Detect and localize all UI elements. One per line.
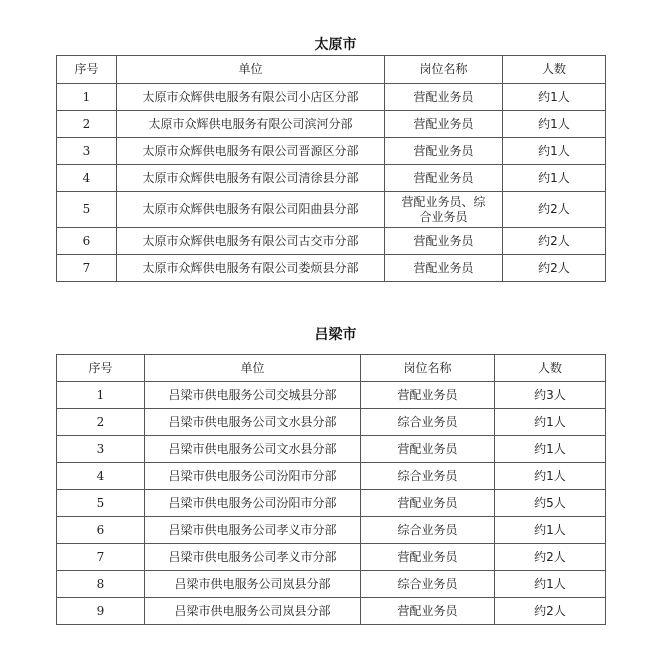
cell-unit: 吕梁市供电服务公司岚县分部 [145,598,361,625]
cell-unit: 太原市众辉供电服务有限公司阳曲县分部 [117,192,385,228]
cell-unit: 太原市众辉供电服务有限公司小店区分部 [117,84,385,111]
cell-index: 2 [57,409,145,436]
cell-headcount: 约2人 [503,255,606,282]
table-row [57,382,606,409]
cell-position: 综合业务员 [361,517,495,544]
cell-headcount: 约1人 [495,436,606,463]
cell-headcount: 约3人 [495,382,606,409]
cell-index: 7 [57,255,117,282]
cell-position: 营配业务员 [361,382,495,409]
header-headcount: 人数 [503,56,606,84]
cell-position: 综合业务员 [361,571,495,598]
table-lvliang [56,354,605,625]
table-row [57,571,606,598]
header-unit: 单位 [145,355,361,382]
cell-position: 营配业务员 [385,84,503,111]
table-row [57,544,606,571]
table-row [57,138,606,165]
cell-index: 3 [57,436,145,463]
cell-unit: 吕梁市供电服务公司交城县分部 [145,382,361,409]
staffing-table [56,55,606,282]
cell-headcount: 约1人 [503,84,606,111]
cell-index: 4 [57,463,145,490]
cell-unit: 太原市众辉供电服务有限公司滨河分部 [117,111,385,138]
cell-index: 5 [57,490,145,517]
table-row [57,409,606,436]
table-taiyuan [56,55,605,282]
cell-position: 营配业务员 [385,228,503,255]
header-unit: 单位 [117,56,385,84]
cell-index: 8 [57,571,145,598]
table-row [57,192,606,228]
cell-unit: 吕梁市供电服务公司孝义市分部 [145,544,361,571]
table-row [57,84,606,111]
cell-unit: 吕梁市供电服务公司文水县分部 [145,436,361,463]
cell-index: 5 [57,192,117,228]
cell-position: 营配业务员 [385,138,503,165]
header-headcount: 人数 [495,355,606,382]
cell-headcount: 约2人 [503,192,606,228]
header-position: 岗位名称 [385,56,503,84]
table-row [57,463,606,490]
cell-index: 7 [57,544,145,571]
cell-unit: 吕梁市供电服务公司文水县分部 [145,409,361,436]
cell-position: 营配业务员 [361,436,495,463]
cell-index: 3 [57,138,117,165]
table-row [57,436,606,463]
cell-position: 营配业务员 [361,490,495,517]
cell-unit: 吕梁市供电服务公司孝义市分部 [145,517,361,544]
header-index: 序号 [57,56,117,84]
cell-headcount: 约2人 [503,228,606,255]
cell-index: 1 [57,84,117,111]
cell-unit: 太原市众辉供电服务有限公司古交市分部 [117,228,385,255]
table-row [57,228,606,255]
table-row [57,598,606,625]
cell-headcount: 约1人 [495,517,606,544]
cell-index: 9 [57,598,145,625]
cell-position: 营配业务员、综合业务员 [385,192,503,228]
cell-index: 2 [57,111,117,138]
cell-unit: 太原市众辉供电服务有限公司娄烦县分部 [117,255,385,282]
cell-index: 4 [57,165,117,192]
cell-unit: 吕梁市供电服务公司汾阳市分部 [145,490,361,517]
table-row [57,490,606,517]
cell-index: 6 [57,228,117,255]
cell-index: 6 [57,517,145,544]
header-position: 岗位名称 [361,355,495,382]
cell-position: 综合业务员 [361,463,495,490]
table-header-row [57,355,606,382]
table-row [57,165,606,192]
table-row [57,255,606,282]
cell-position: 营配业务员 [385,255,503,282]
cell-unit: 太原市众辉供电服务有限公司晋源区分部 [117,138,385,165]
cell-headcount: 约1人 [503,138,606,165]
cell-position: 营配业务员 [361,544,495,571]
cell-headcount: 约1人 [503,111,606,138]
cell-unit: 吕梁市供电服务公司岚县分部 [145,571,361,598]
header-index: 序号 [57,355,145,382]
cell-headcount: 约1人 [495,571,606,598]
table-row [57,111,606,138]
cell-unit: 太原市众辉供电服务有限公司清徐县分部 [117,165,385,192]
cell-headcount: 约2人 [495,598,606,625]
cell-unit: 吕梁市供电服务公司汾阳市分部 [145,463,361,490]
staffing-table [56,354,606,625]
table-header-row [57,56,606,84]
cell-headcount: 约1人 [495,463,606,490]
cell-position: 营配业务员 [385,111,503,138]
section-title-taiyuan: 太原市 [314,37,357,53]
cell-index: 1 [57,382,145,409]
section-title-lvliang: 吕梁市 [314,327,357,343]
cell-headcount: 约5人 [495,490,606,517]
table-row [57,517,606,544]
cell-position: 营配业务员 [385,165,503,192]
cell-headcount: 约1人 [503,165,606,192]
cell-position: 综合业务员 [361,409,495,436]
cell-headcount: 约1人 [495,409,606,436]
cell-position: 营配业务员 [361,598,495,625]
cell-headcount: 约2人 [495,544,606,571]
